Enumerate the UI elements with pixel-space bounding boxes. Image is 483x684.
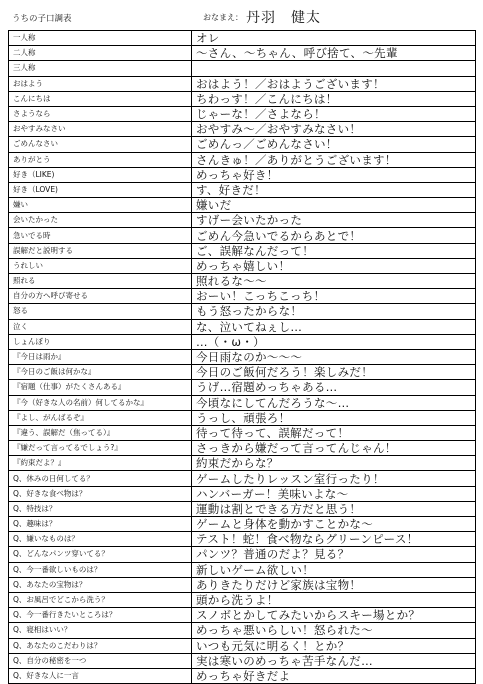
row-label: Q、嫌いなものは？ — [9, 532, 192, 547]
row-answer: めっちゃ好きだよ — [192, 668, 476, 683]
row-answer: ごめん今急いでるからあとで！ — [192, 228, 476, 243]
row-answer: 約束だからな？ — [192, 456, 476, 471]
row-answer: ありきたりだけど家族は宝物！ — [192, 577, 476, 592]
table-row — [9, 319, 476, 334]
table-row — [9, 213, 476, 228]
row-label: 二人称 — [9, 46, 192, 61]
table-row — [9, 532, 476, 547]
row-label: 『今（好きな人の名前）何してるかな』 — [9, 395, 192, 410]
row-label: Q、お風呂でどこから洗う？ — [9, 592, 192, 607]
table-row — [9, 46, 476, 61]
table-row — [9, 137, 476, 152]
table-row — [9, 334, 476, 349]
row-answer: ちわっす！／こんにちは！ — [192, 91, 476, 106]
row-answer: すげー会いたかった — [192, 213, 476, 228]
row-answer: 今頃なにしてんだろうな～… — [192, 395, 476, 410]
row-answer: 今日のご飯何だろう！楽しみだ！ — [192, 365, 476, 380]
row-answer: な、泣いてねぇし… — [192, 319, 476, 334]
row-answer: ゲームしたりレッスン室行ったり！ — [192, 471, 476, 486]
table-row — [9, 258, 476, 273]
row-label: 『よし、がんばるぞ』 — [9, 410, 192, 425]
row-label: Q、休みの日何してる？ — [9, 471, 192, 486]
table-row — [9, 638, 476, 653]
table-row — [9, 228, 476, 243]
row-label: Q、あなたのこだわりは？ — [9, 638, 192, 653]
row-answer — [192, 61, 476, 76]
row-answer: 照れるな～～ — [192, 274, 476, 289]
row-answer: じゃーな！／さよなら！ — [192, 106, 476, 121]
row-label: 『約束だよ？』 — [9, 456, 192, 471]
row-answer: おはよう！／おはようございます！ — [192, 76, 476, 91]
table-row — [9, 167, 476, 182]
row-answer: パンツ？普通のだよ？見る？ — [192, 547, 476, 562]
row-label: 照れる — [9, 274, 192, 289]
table-row — [9, 76, 476, 91]
row-label: 自分の方へ呼び寄せる — [9, 289, 192, 304]
table-row — [9, 623, 476, 638]
row-label: 会いたかった — [9, 213, 192, 228]
table-row — [9, 106, 476, 121]
row-label: 泣く — [9, 319, 192, 334]
row-label: 誤解だと説明する — [9, 243, 192, 258]
table-row — [9, 31, 476, 46]
row-label: Q、自分の秘密を一つ — [9, 653, 192, 668]
row-answer: おやすみ～／おやすみなさい！ — [192, 122, 476, 137]
row-answer: ごめんっ／ごめんなさい！ — [192, 137, 476, 152]
table-row — [9, 289, 476, 304]
table-row — [9, 365, 476, 380]
row-answer: いつも元気に明るく！とか？ — [192, 638, 476, 653]
row-answer: 今日雨なのか～～～ — [192, 349, 476, 364]
name-label: おなまえ： — [203, 13, 243, 22]
table-row — [9, 61, 476, 76]
table-row — [9, 562, 476, 577]
row-answer: す、好きだ！ — [192, 182, 476, 197]
row-answer: ご、誤解なんだって！ — [192, 243, 476, 258]
sheet-title: うちの子口調表 — [12, 14, 72, 24]
row-answer: さっきから嫌だって言ってんじゃん！ — [192, 441, 476, 456]
row-label: Q、どんなパンツ穿いてる？ — [9, 547, 192, 562]
table-body — [9, 31, 476, 684]
table-row — [9, 274, 476, 289]
sheet-header — [8, 8, 476, 28]
row-answer: おーい！こっちこっち！ — [192, 289, 476, 304]
row-label: Q、今一番行きたいところは？ — [9, 608, 192, 623]
table-row — [9, 152, 476, 167]
row-answer: スノボとかしてみたいからスキー場とか？ — [192, 608, 476, 623]
row-answer: 運動は割とできる方だと思う！ — [192, 501, 476, 516]
table-row — [9, 501, 476, 516]
row-label: 『違う、誤解だ（焦ってる）』 — [9, 425, 192, 440]
row-label: Q、趣味は？ — [9, 517, 192, 532]
row-label: うれしい — [9, 258, 192, 273]
row-answer: めっちゃ嬉しい！ — [192, 258, 476, 273]
table-row — [9, 577, 476, 592]
row-answer: めっちゃ好き！ — [192, 167, 476, 182]
table-row — [9, 668, 476, 683]
row-label: 『今日のご飯は何かな』 — [9, 365, 192, 380]
table-row — [9, 425, 476, 440]
row-label: Q、寝相はいい？ — [9, 623, 192, 638]
row-answer: オレ — [192, 31, 476, 46]
table-row — [9, 547, 476, 562]
row-label: しょんぼり — [9, 334, 192, 349]
row-label: 急いでる時 — [9, 228, 192, 243]
row-label: Q、あなたの宝物は？ — [9, 577, 192, 592]
row-answer: ゲームと身体を動かすことかな～ — [192, 517, 476, 532]
table-row — [9, 122, 476, 137]
table-row — [9, 456, 476, 471]
row-label: ごめんなさい — [9, 137, 192, 152]
row-label: 『嫌だって言ってるでしょう?』 — [9, 441, 192, 456]
row-label: Q、好きな人に一言 — [9, 668, 192, 683]
row-answer: うっし、頑張ろ！ — [192, 410, 476, 425]
row-answer: 実は寒いのめっちゃ苦手なんだ… — [192, 653, 476, 668]
row-answer: さんきゅ！／ありがとうございます！ — [192, 152, 476, 167]
row-label: Q、特技は？ — [9, 501, 192, 516]
row-label: さようなら — [9, 106, 192, 121]
table-row — [9, 380, 476, 395]
row-answer: 嫌いだ — [192, 198, 476, 213]
row-label: Q、今一番欲しいものは？ — [9, 562, 192, 577]
row-answer: …（・ω・） — [192, 334, 476, 349]
table-row — [9, 441, 476, 456]
row-label: 三人称 — [9, 61, 192, 76]
row-label: 好き（LIKE) — [9, 167, 192, 182]
row-answer: 新しいゲーム欲しい！ — [192, 562, 476, 577]
row-answer: 待って待って、誤解だって！ — [192, 425, 476, 440]
row-label: 一人称 — [9, 31, 192, 46]
row-answer: ～さん、～ちゃん、呼び捨て、～先輩 — [192, 46, 476, 61]
table-row — [9, 304, 476, 319]
name-value: 丹羽 健太 — [246, 10, 321, 26]
row-label: 好き（LOVE) — [9, 182, 192, 197]
row-answer: めっちゃ悪いらしい！怒られた～ — [192, 623, 476, 638]
table-row — [9, 653, 476, 668]
table-row — [9, 182, 476, 197]
table-row — [9, 243, 476, 258]
row-label: ありがとう — [9, 152, 192, 167]
row-label: Q、好きな食べ物は？ — [9, 486, 192, 501]
table-row — [9, 517, 476, 532]
row-label: こんにちは — [9, 91, 192, 106]
row-label: おやすみなさい — [9, 122, 192, 137]
row-label: 『今日は雨か』 — [9, 349, 192, 364]
row-answer: テスト！蛇！食べ物ならグリーンピース！ — [192, 532, 476, 547]
row-label: 嫌い — [9, 198, 192, 213]
table-row — [9, 608, 476, 623]
row-answer: 頭から洗うよ！ — [192, 592, 476, 607]
row-label: 怒る — [9, 304, 192, 319]
table-row — [9, 486, 476, 501]
table-row — [9, 91, 476, 106]
row-answer: ハンバーガー！美味いよな～ — [192, 486, 476, 501]
table-row — [9, 198, 476, 213]
row-answer: もう怒ったからな！ — [192, 304, 476, 319]
table-row — [9, 471, 476, 486]
table-row — [9, 592, 476, 607]
row-label: 『宿題（仕事）がたくさんある』 — [9, 380, 192, 395]
table-row — [9, 410, 476, 425]
table-row — [9, 349, 476, 364]
table-row — [9, 395, 476, 410]
row-answer: うげ…宿題めっちゃある… — [192, 380, 476, 395]
row-label: おはよう — [9, 76, 192, 91]
speech-pattern-table — [8, 30, 476, 684]
